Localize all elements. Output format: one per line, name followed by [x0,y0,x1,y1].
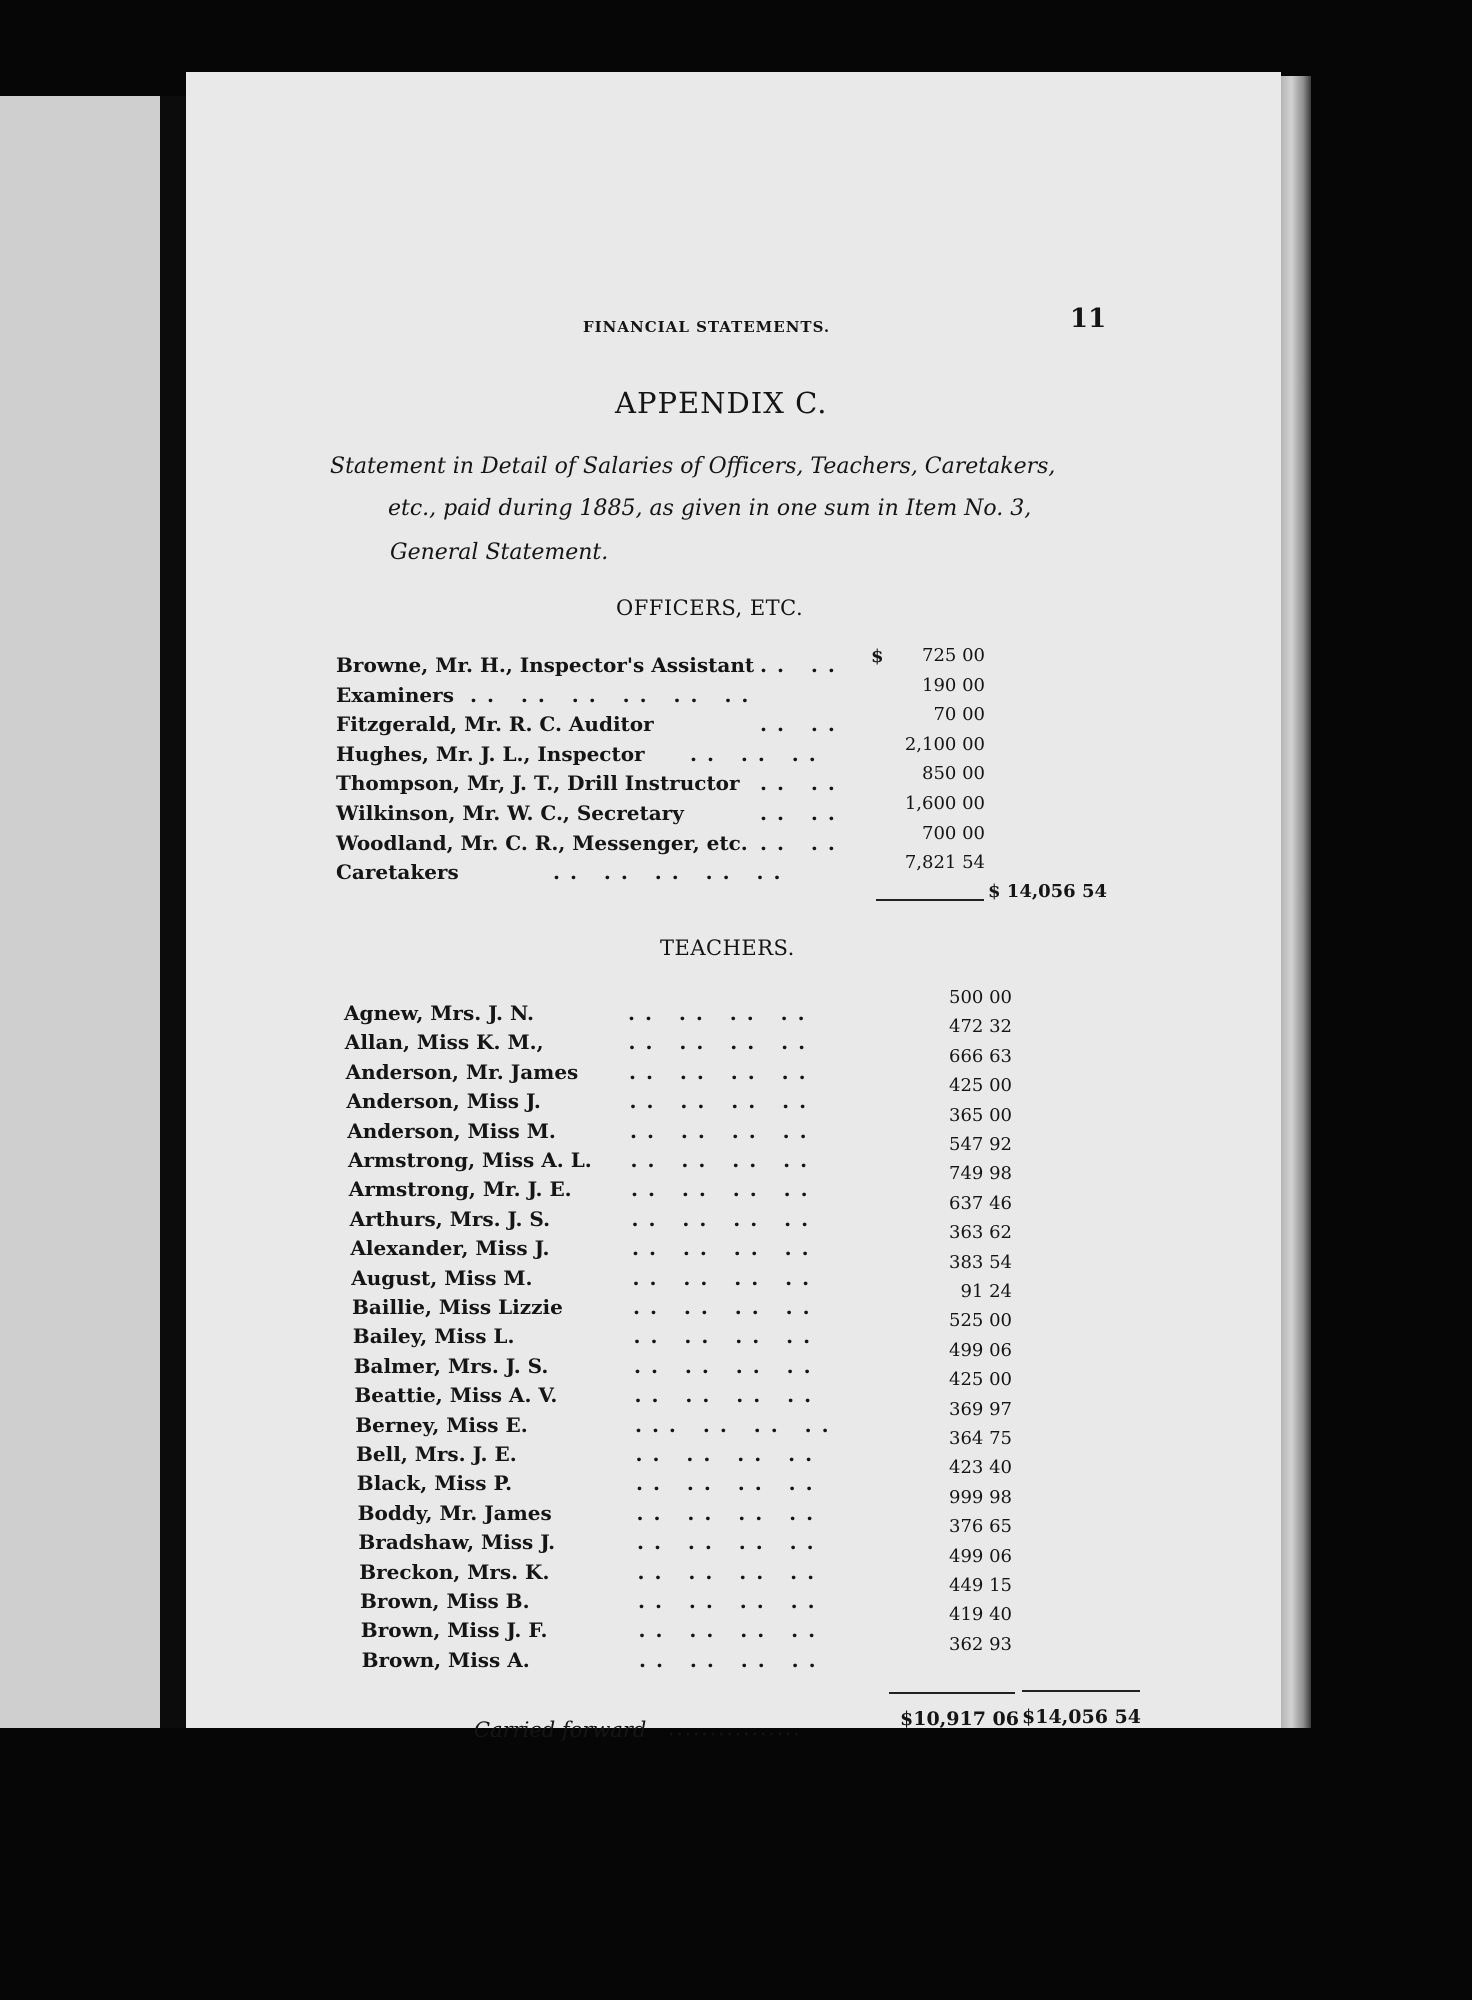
teachers-amount: 500 00 [949,987,1012,1008]
teachers-leader-dots: .. .. .. .. [629,1089,817,1114]
statement-line-3: General Statement. [390,540,609,565]
teachers-leader-dots: .. .. .. .. [628,1030,816,1055]
teachers-name: Bell, Mrs. J. E. [356,1442,517,1466]
teachers-amount: 376 65 [949,1516,1012,1538]
officers-carry-rule [1022,1690,1140,1692]
book-gutter [160,96,186,1728]
teachers-leader-dots: .. .. .. .. [636,1500,824,1525]
teachers-amount: 383 54 [949,1251,1012,1273]
teachers-name: Brown, Miss B. [360,1589,530,1613]
officers-amount: 1,600 00 [904,793,985,814]
teachers-leader-dots: .. .. .. .. [637,1530,824,1555]
teachers-amount: 425 00 [949,1369,1012,1391]
teachers-amount: 365 00 [949,1104,1012,1126]
officers-amount: 850 00 [922,763,985,785]
teachers-amount: 999 98 [949,1486,1012,1508]
carried-forward-officers-total: $14,056 54 [1022,1706,1141,1728]
officers-name: Browne, Mr. H., Inspector's Assistant [336,653,755,677]
officers-leader-dots: .. .. [760,653,845,677]
teachers-name: Balmer, Mrs. J. S. [353,1353,549,1378]
carried-forward-label: Carried forward [474,1718,647,1742]
officers-leader-dots: .. .. [760,830,845,855]
teachers-leader-dots: .. .. .. .. [639,1647,826,1672]
teachers-leader-dots: .. .. .. .. [631,1177,818,1202]
officers-leader-dots: .. .. .. [690,741,826,766]
teachers-name: Anderson, Mr. James [345,1059,579,1084]
page-edge [1281,76,1311,1728]
facing-page [0,96,160,1728]
teachers-name: Brown, Miss J. F. [360,1618,548,1643]
officers-amount: 7,821 54 [904,852,985,874]
officers-leader-dots: .. .. [760,712,845,737]
teachers-name: Bradshaw, Miss J. [358,1530,556,1555]
teachers-amount: 547 92 [949,1134,1012,1155]
officers-name: Caretakers [336,860,459,885]
teachers-heading: TEACHERS. [660,936,795,960]
teachers-leader-dots: .. .. .. .. [634,1353,821,1378]
teachers-leader-dots: .. .. .. .. [638,1589,825,1613]
officers-name: Thompson, Mr, J. T., Drill Instructor [336,771,740,796]
teachers-name: Brown, Miss A. [361,1647,530,1672]
teachers-name: Beattie, Miss A. V. [354,1383,558,1408]
officers-dollar-sign: $ [871,646,884,667]
carried-forward-leader: ................ [668,1716,802,1740]
officers-leader-dots: .. .. [760,801,845,825]
statement-line-1: Statement in Detail of Salaries of Officers, Teachers, Caretakers, [330,454,1056,479]
teachers-amount: 91 24 [960,1281,1012,1302]
teachers-amount: 472 32 [949,1016,1012,1038]
teachers-name: Armstrong, Miss A. L. [348,1148,592,1172]
officers-amount: 2,100 00 [904,733,985,755]
officers-leader-dots: .. .. .. .. .. [553,860,791,885]
teachers-leader-dots: ... .. .. .. [635,1412,839,1437]
teachers-name: Allan, Miss K. M., [344,1030,544,1055]
teachers-amount: 425 00 [949,1075,1012,1097]
statement-line-2: etc., paid during 1885, as given in one sum in Item No. 3, [388,496,1032,521]
teachers-amount: 499 06 [949,1339,1012,1361]
teachers-name: Breckon, Mrs. K. [359,1559,550,1584]
carried-forward-teachers-total: $10,917 06 [900,1708,1019,1730]
teachers-leader-dots: .. .. .. .. [632,1236,819,1261]
teachers-name: August, Miss M. [351,1265,533,1290]
teachers-amount: 363 62 [949,1222,1012,1244]
teachers-amount: 449 15 [949,1575,1012,1596]
teachers-leader-dots: .. .. .. .. [633,1295,820,1319]
teachers-amount: 637 46 [949,1192,1012,1214]
teachers-leader-dots: .. .. .. .. [637,1559,825,1584]
officers-leader-dots: .. .. .. .. .. .. [470,682,759,707]
running-head: FINANCIAL STATEMENTS. [583,318,831,336]
officers-name: Wilkinson, Mr. W. C., Secretary [336,801,684,825]
appendix-title: APPENDIX C. [615,386,828,420]
teachers-total-rule [889,1692,1015,1694]
teachers-leader-dots: .. .. .. .. [628,1001,815,1025]
teachers-name: Berney, Miss E. [355,1412,528,1437]
teachers-leader-dots: .. .. .. .. [630,1118,817,1143]
teachers-name: Anderson, Miss J. [346,1089,541,1114]
officers-heading: OFFICERS, ETC. [616,596,804,620]
teachers-amount: 499 06 [949,1545,1012,1567]
teachers-name: Baillie, Miss Lizzie [352,1295,563,1319]
officers-total-rule [876,899,984,901]
teachers-amount: 419 40 [949,1604,1012,1626]
teachers-amount: 423 40 [949,1457,1012,1479]
teachers-leader-dots: .. .. .. .. [634,1383,822,1408]
teachers-amount: 525 00 [949,1310,1012,1332]
teachers-amount: 749 98 [949,1163,1012,1185]
officers-total: $ 14,056 54 [988,881,1107,902]
teachers-name: Alexander, Miss J. [350,1236,550,1261]
teachers-leader-dots: .. .. .. .. [636,1471,823,1496]
officers-amount: 725 00 [922,645,985,666]
teachers-name: Arthurs, Mrs. J. S. [349,1206,551,1231]
officers-name: Hughes, Mr. J. L., Inspector [336,741,645,766]
officers-name: Fitzgerald, Mr. R. C. Auditor [336,712,654,737]
teachers-leader-dots: .. .. .. .. [638,1618,826,1643]
officers-name: Examiners [336,682,454,707]
teachers-name: Bailey, Miss L. [352,1324,515,1349]
officers-name: Woodland, Mr. C. R., Messenger, etc. [336,830,748,855]
page-number: 11 [1070,304,1107,334]
teachers-name: Armstrong, Mr. J. E. [348,1177,572,1202]
teachers-amount: 666 63 [949,1045,1012,1067]
teachers-name: Anderson, Miss M. [347,1118,556,1143]
teachers-amount: 364 75 [949,1428,1012,1449]
teachers-leader-dots: .. .. .. .. [629,1059,816,1084]
teachers-amount: 362 93 [949,1633,1012,1655]
teachers-leader-dots: .. .. .. .. [630,1148,818,1172]
teachers-name: Black, Miss P. [356,1471,513,1496]
teachers-leader-dots: .. .. .. .. [632,1265,820,1290]
officers-leader-dots: .. .. [760,771,845,796]
teachers-leader-dots: .. .. .. .. [631,1206,819,1231]
officers-amount: 70 00 [933,704,985,726]
officers-amount: 190 00 [922,674,985,696]
teachers-amount: 369 97 [949,1398,1012,1420]
teachers-name: Agnew, Mrs. J. N. [344,1001,534,1025]
teachers-leader-dots: .. .. .. .. [635,1442,823,1466]
officers-amount: 700 00 [922,822,985,844]
teachers-name: Boddy, Mr. James [357,1500,552,1525]
teachers-leader-dots: .. .. .. .. [633,1324,821,1349]
